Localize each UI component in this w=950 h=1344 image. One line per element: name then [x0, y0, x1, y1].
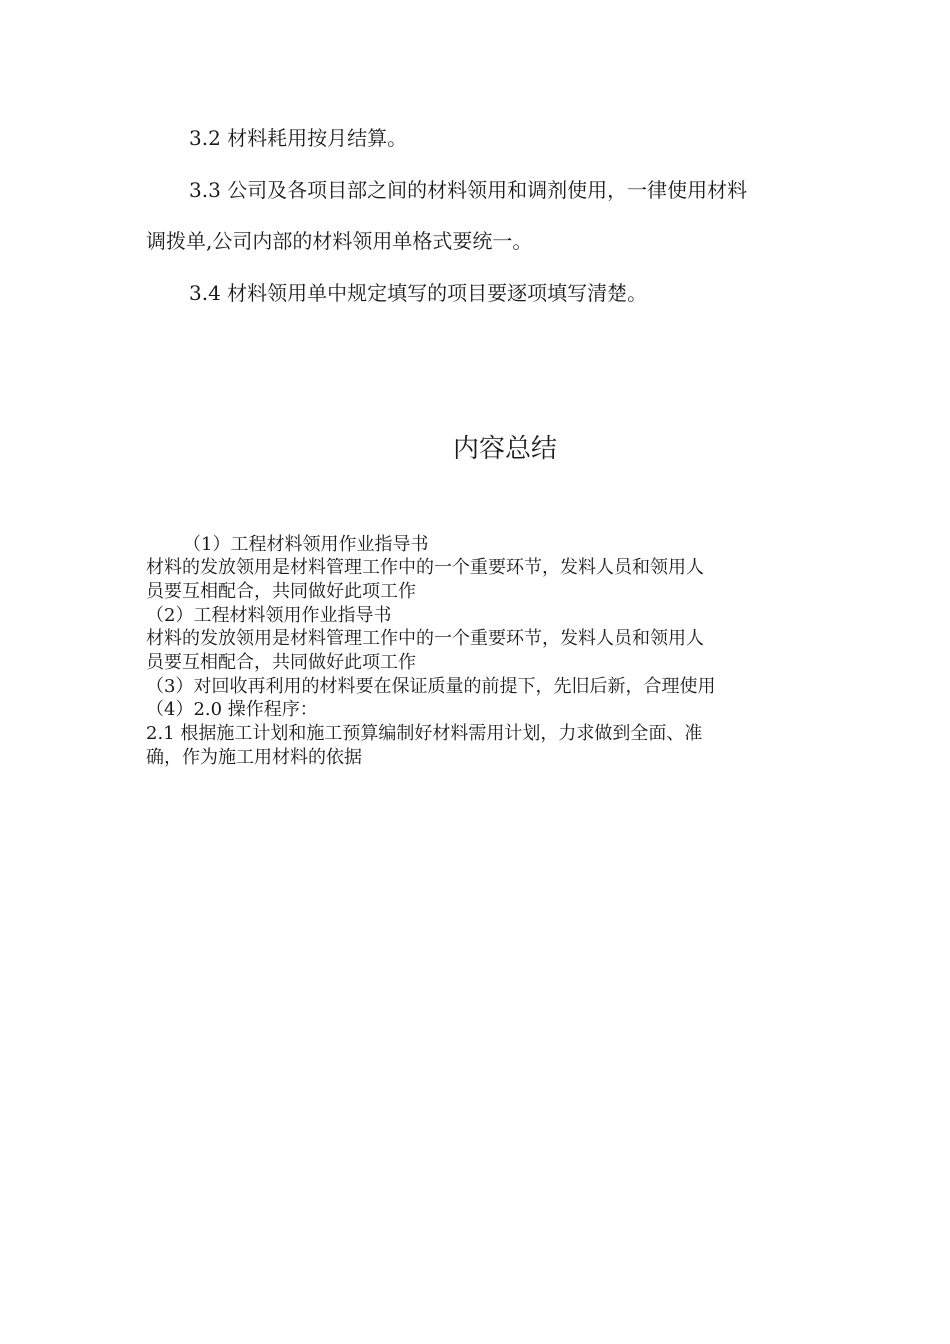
summary-line: 材料的发放领用是材料管理工作中的一个重要环节，发料人员和领用人	[146, 557, 704, 578]
paragraph-3-3-line-1: 3.3 公司及各项目部之间的材料领用和调剂使用，一律使用材料	[189, 178, 748, 202]
summary-line: （4）2.0 操作程序：	[146, 699, 318, 720]
summary-line: 确，作为施工用材料的依据	[146, 747, 362, 768]
summary-line: 员要互相配合，共同做好此项工作	[146, 581, 416, 602]
paragraph-3-3-line-2: 调拨单,公司内部的材料领用单格式要统一。	[146, 229, 533, 253]
summary-line: 2.1 根据施工计划和施工预算编制好材料需用计划，力求做到全面、准	[146, 723, 703, 744]
summary-line: （2）工程材料领用作业指导书	[146, 605, 392, 626]
summary-line: （1）工程材料领用作业指导书	[183, 534, 429, 555]
paragraph-3-2: 3.2 材料耗用按月结算。	[189, 126, 408, 150]
summary-title: 内容总结	[452, 434, 557, 464]
paragraph-3-4: 3.4 材料领用单中规定填写的项目要逐项填写清楚。	[189, 281, 648, 305]
summary-line: （3）对回收再利用的材料要在保证质量的前提下，先旧后新，合理使用	[146, 676, 716, 697]
summary-line: 材料的发放领用是材料管理工作中的一个重要环节，发料人员和领用人	[146, 628, 704, 649]
summary-line: 员要互相配合，共同做好此项工作	[146, 652, 416, 673]
